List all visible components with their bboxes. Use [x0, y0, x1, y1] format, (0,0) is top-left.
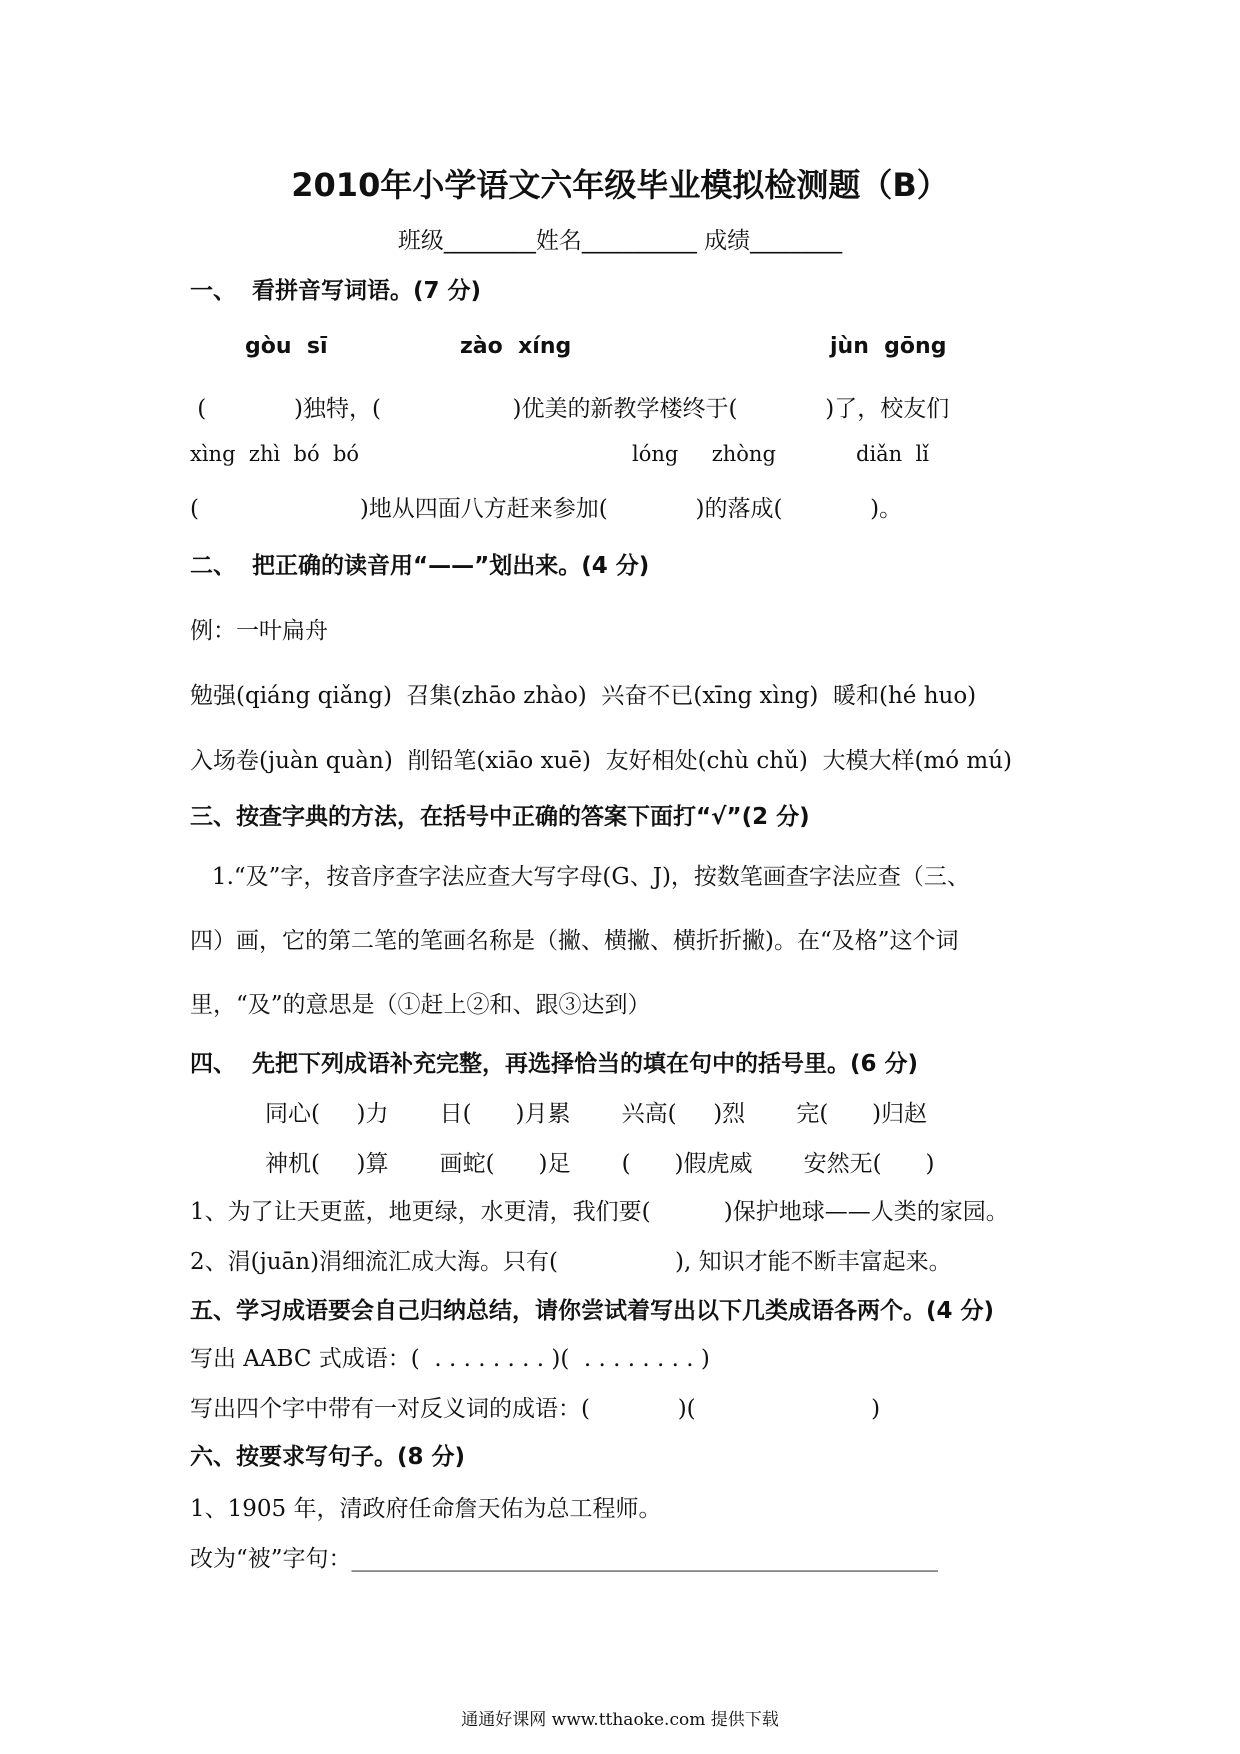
section-1-line-1: ( )独特，( )优美的新教学楼终于( )了，校友们 [190, 396, 950, 422]
section-1-heading: 一、 看拼音写词语。(7 分) [190, 278, 482, 304]
footer-download-note: 通通好课网 www.tthaoke.com 提供下载 [461, 1710, 779, 1730]
section-6-heading: 六、按要求写句子。(8 分) [190, 1444, 466, 1470]
section-3-line-1: 1.“及”字，按音序查字法应查大写字母(G、J)，按数笔画查字法应查（三、 [190, 864, 970, 890]
idiom-row-2: 神机( )算 画蛇( )足 ( )假虎威 安然无( ) [265, 1151, 935, 1177]
section-5-question-1: 写出 AABC 式成语：( . . . . . . . . )( . . . . . . . . ) [190, 1346, 710, 1372]
section-3-line-2: 四）画，它的第二笔的笔画名称是（撇、横撇、横折折撇)。在“及格”这个词 [190, 928, 959, 954]
section-2-heading: 二、 把正确的读音用“——”划出来。(4 分) [190, 553, 650, 579]
pinyin-dian-li: diǎn lǐ [856, 442, 929, 466]
student-info-line: 班级________姓名__________ 成绩________ [397, 228, 843, 254]
section-2-example: 例：一叶扁舟 [190, 618, 328, 644]
section-4-question-1: 1、为了让天更蓝，地更绿，水更清，我们要( )保护地球——人类的家园。 [190, 1199, 1009, 1225]
pinyin-jun-gong: jùn gōng [830, 334, 947, 359]
section-2-row-2: 入场卷(juàn quàn) 削铅笔(xiāo xuē) 友好相处(chù chǔ) 大模大样(mó mú) [190, 748, 1013, 774]
section-3-line-3: 里，“及”的意思是（①赶上②和、跟③达到） [190, 992, 651, 1018]
section-2-row-1: 勉强(qiáng qiǎng) 召集(zhāo zhào) 兴奋不已(xīng xìng) 暖和(hé huo) [190, 683, 977, 709]
passive-sentence-answer-line: 改为“被”字句：___________________________________________________ [190, 1546, 939, 1572]
pinyin-xing-zhi-bo-bo: xìng zhì bó bó [190, 442, 360, 466]
section-3-heading: 三、按查字典的方法，在括号中正确的答案下面打“√”(2 分) [190, 804, 810, 830]
pinyin-zao-xing: zào xíng [460, 334, 572, 359]
pinyin-gou-si: gòu sī [245, 334, 328, 359]
pinyin-long-zhong: lóng zhòng [632, 442, 776, 466]
page-title: 2010年小学语文六年级毕业模拟检测题（B） [291, 166, 949, 204]
section-1-line-2: ( )地从四面八方赶来参加( )的落成( )。 [190, 496, 903, 522]
section-5-question-2: 写出四个字中带有一对反义词的成语：( )( ) [190, 1396, 881, 1422]
idiom-row-1: 同心( )力 日( )月累 兴高( )烈 完( )归赵 [265, 1101, 928, 1127]
section-6-question-1: 1、1905 年，清政府任命詹天佑为总工程师。 [190, 1496, 662, 1522]
section-5-heading: 五、学习成语要会自己归纳总结，请你尝试着写出以下几类成语各两个。(4 分) [190, 1298, 995, 1324]
section-4-heading: 四、 先把下列成语补充完整，再选择恰当的填在句中的括号里。(6 分) [190, 1051, 919, 1077]
section-4-question-2: 2、涓(juān)涓细流汇成大海。只有( ), 知识才能不断丰富起来。 [190, 1249, 952, 1275]
